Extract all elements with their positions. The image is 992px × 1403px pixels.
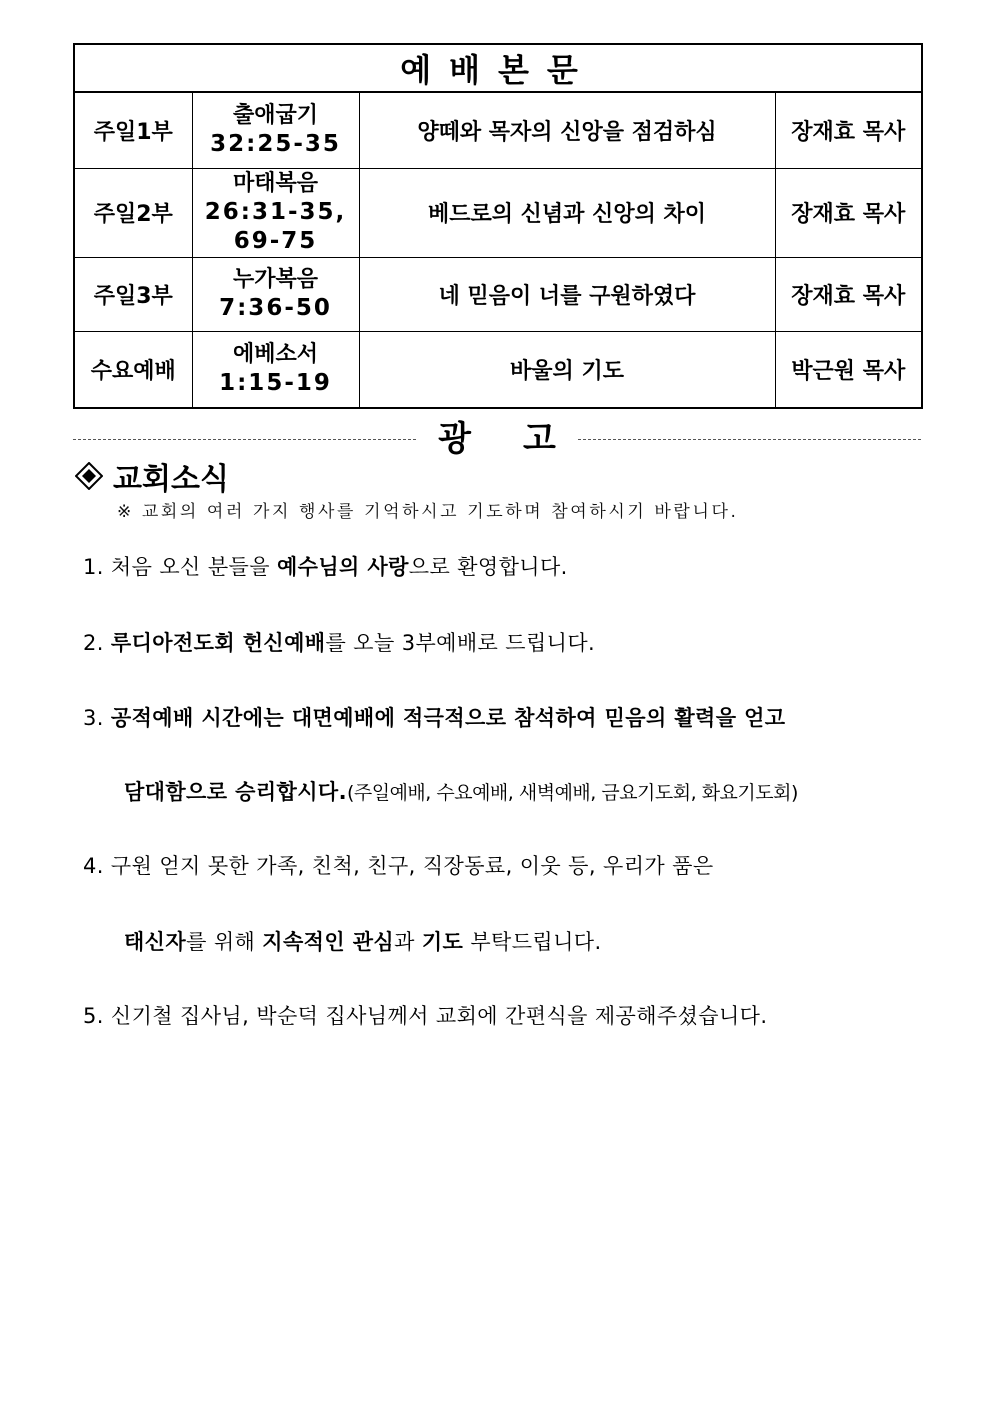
list-item-continuation	[124, 926, 602, 956]
church-news-heading	[75, 454, 229, 498]
scripture-book: 누가복음	[232, 267, 318, 292]
sermon-title: 베드로의 신념과 신앙의 차이	[359, 168, 775, 257]
scripture-book: 에베소서	[232, 342, 318, 368]
list-item	[83, 850, 714, 880]
service-name: 수요예배	[74, 331, 192, 408]
item-number: 4.	[83, 854, 104, 878]
item-text: 를 위해	[186, 930, 263, 954]
pastor-name: 박근원 목사	[775, 331, 922, 408]
item-text: 과	[394, 930, 422, 954]
item-text-bold: 공적예배 시간에는 대면예배에 적극적으로 참석하여 믿음의 활력을 얻고	[110, 706, 786, 730]
scripture-ref: 1:15-19	[219, 370, 332, 397]
item-text: 신기철 집사님, 박순덕 집사님께서 교회에 간편식을 제공해주셨습니다.	[110, 1004, 768, 1028]
scripture-ref: 26:31-35,	[204, 199, 347, 225]
item-number: 3.	[83, 706, 104, 730]
service-name: 주일2부	[74, 168, 192, 257]
item-text: 처음 오신 분들을	[110, 555, 277, 579]
item-number: 2.	[83, 631, 104, 655]
scripture-passage	[192, 92, 359, 168]
item-text: 구원 얻지 못한 가족, 친척, 친구, 직장동료, 이웃 등, 우리가 품은	[110, 854, 714, 878]
item-text-bold: 루디아전도회 헌신예배	[110, 631, 326, 655]
church-news-notice: ※ 교회의 여러 가지 행사를 기억하시고 기도하며 참여하시기 바랍니다.	[117, 502, 739, 522]
sermon-table-heading: 예배본문	[74, 44, 922, 92]
item-text: 를 오늘 3부예배로 드립니다.	[325, 631, 596, 655]
item-text: 으로 환영합니다.	[408, 555, 568, 579]
scripture-passage	[192, 257, 359, 331]
announcements-divider	[73, 415, 921, 459]
item-text-bold: 지속적인 관심	[262, 930, 395, 954]
list-item-continuation	[124, 776, 798, 806]
dashed-line-right	[578, 439, 921, 440]
pastor-name: 장재효 목사	[775, 168, 922, 257]
table-row	[74, 92, 922, 168]
table-row	[74, 168, 922, 257]
item-number: 1.	[83, 555, 104, 579]
table-row	[74, 257, 922, 331]
item-text-bold: 담대함으로 승리합시다.	[124, 780, 347, 804]
scripture-ref: 32:25-35	[210, 131, 341, 158]
pastor-name: 장재효 목사	[775, 92, 922, 168]
service-name: 주일1부	[74, 92, 192, 168]
pastor-name: 장재효 목사	[775, 257, 922, 331]
item-text: (주일예배, 수요예배, 새벽예배, 금요기도회, 화요기도회)	[346, 782, 798, 804]
sermon-table	[73, 43, 923, 409]
diamond-bullet-icon	[75, 462, 103, 490]
scripture-passage	[192, 168, 359, 257]
item-text-bold: 기도	[421, 930, 464, 954]
item-text-bold: 태신자	[124, 930, 187, 954]
scripture-passage	[192, 331, 359, 408]
list-item	[83, 1000, 767, 1030]
scripture-book: 마태복음	[232, 171, 318, 196]
scripture-ref: 7:36-50	[219, 295, 332, 321]
sermon-title: 양떼와 목자의 신앙을 점검하심	[359, 92, 775, 168]
sermon-title: 바울의 기도	[359, 331, 775, 408]
church-news-title: 교회소식	[113, 462, 229, 497]
scripture-book: 출애굽기	[232, 103, 318, 129]
sermon-title: 네 믿음이 너를 구원하였다	[359, 257, 775, 331]
list-item	[83, 551, 568, 581]
table-row	[74, 331, 922, 408]
dashed-line-left	[73, 439, 416, 440]
item-number: 5.	[83, 1004, 104, 1028]
item-text-bold: 예수님의 사랑	[276, 555, 409, 579]
list-item	[83, 627, 595, 657]
list-item	[83, 702, 785, 732]
scripture-ref-cont: 69-75	[233, 228, 318, 254]
announcements-title: 광고	[438, 418, 608, 459]
service-name: 주일3부	[74, 257, 192, 331]
item-text: 부탁드립니다.	[463, 930, 602, 954]
